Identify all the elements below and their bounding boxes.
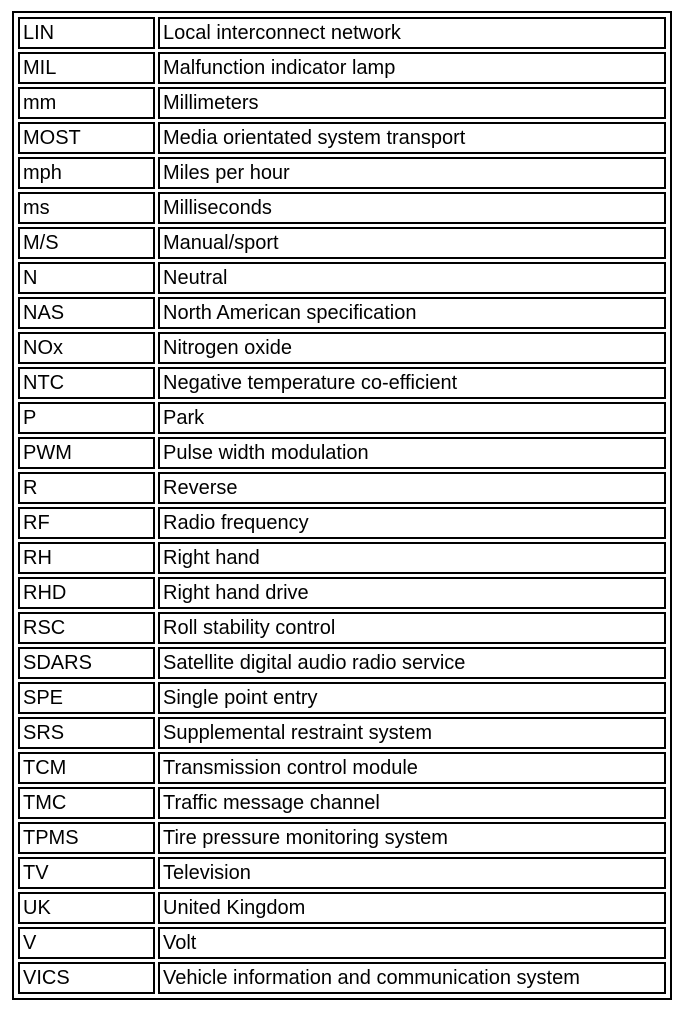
definition-cell: Right hand xyxy=(158,542,666,574)
abbreviation-cell: TMC xyxy=(18,787,155,819)
abbreviation-cell: RF xyxy=(18,507,155,539)
abbreviations-table-body xyxy=(18,17,666,994)
table-row xyxy=(18,17,666,49)
definition-cell: Milliseconds xyxy=(158,192,666,224)
table-row xyxy=(18,402,666,434)
abbreviation-cell: RH xyxy=(18,542,155,574)
table-row xyxy=(18,227,666,259)
table-row xyxy=(18,682,666,714)
definition-cell: Transmission control module xyxy=(158,752,666,784)
table-row xyxy=(18,332,666,364)
table-row xyxy=(18,717,666,749)
definition-cell: Traffic message channel xyxy=(158,787,666,819)
abbreviation-cell: TV xyxy=(18,857,155,889)
abbreviation-cell: NAS xyxy=(18,297,155,329)
abbreviation-cell: TPMS xyxy=(18,822,155,854)
abbreviation-cell: P xyxy=(18,402,155,434)
definition-cell: Miles per hour xyxy=(158,157,666,189)
table-row xyxy=(18,612,666,644)
definition-cell: Malfunction indicator lamp xyxy=(158,52,666,84)
table-row xyxy=(18,647,666,679)
table-row xyxy=(18,752,666,784)
abbreviation-cell: MIL xyxy=(18,52,155,84)
definition-cell: Roll stability control xyxy=(158,612,666,644)
abbreviation-cell: SRS xyxy=(18,717,155,749)
definition-cell: North American specification xyxy=(158,297,666,329)
abbreviation-cell: SDARS xyxy=(18,647,155,679)
definition-cell: Media orientated system transport xyxy=(158,122,666,154)
table-row xyxy=(18,892,666,924)
definition-cell: Right hand drive xyxy=(158,577,666,609)
abbreviations-table xyxy=(15,14,669,997)
table-row xyxy=(18,857,666,889)
definition-cell: Television xyxy=(158,857,666,889)
table-row xyxy=(18,542,666,574)
abbreviation-cell: PWM xyxy=(18,437,155,469)
definition-cell: Tire pressure monitoring system xyxy=(158,822,666,854)
abbreviation-cell: N xyxy=(18,262,155,294)
definition-cell: Millimeters xyxy=(158,87,666,119)
abbreviation-cell: VICS xyxy=(18,962,155,994)
definition-cell: Satellite digital audio radio service xyxy=(158,647,666,679)
table-row xyxy=(18,87,666,119)
table-row xyxy=(18,577,666,609)
abbreviation-cell: SPE xyxy=(18,682,155,714)
table-row xyxy=(18,297,666,329)
definition-cell: Reverse xyxy=(158,472,666,504)
table-row xyxy=(18,822,666,854)
table-row xyxy=(18,787,666,819)
definition-cell: Volt xyxy=(158,927,666,959)
abbreviation-cell: TCM xyxy=(18,752,155,784)
definition-cell: Local interconnect network xyxy=(158,17,666,49)
table-row xyxy=(18,122,666,154)
definition-cell: Park xyxy=(158,402,666,434)
definition-cell: Nitrogen oxide xyxy=(158,332,666,364)
abbreviation-cell: RSC xyxy=(18,612,155,644)
abbreviation-cell: MOST xyxy=(18,122,155,154)
abbreviation-cell: ms xyxy=(18,192,155,224)
abbreviation-cell: RHD xyxy=(18,577,155,609)
definition-cell: Manual/sport xyxy=(158,227,666,259)
table-row xyxy=(18,367,666,399)
table-row xyxy=(18,437,666,469)
table-row xyxy=(18,962,666,994)
definition-cell: Vehicle information and communication system xyxy=(158,962,666,994)
definition-cell: Radio frequency xyxy=(158,507,666,539)
abbreviation-cell: NOx xyxy=(18,332,155,364)
abbreviation-cell: V xyxy=(18,927,155,959)
definition-cell: Pulse width modulation xyxy=(158,437,666,469)
definition-cell: Single point entry xyxy=(158,682,666,714)
table-row xyxy=(18,157,666,189)
table-row xyxy=(18,927,666,959)
abbreviation-cell: M/S xyxy=(18,227,155,259)
abbreviation-cell: UK xyxy=(18,892,155,924)
abbreviation-cell: mph xyxy=(18,157,155,189)
table-row xyxy=(18,52,666,84)
table-row xyxy=(18,192,666,224)
definition-cell: United Kingdom xyxy=(158,892,666,924)
definition-cell: Negative temperature co-efficient xyxy=(158,367,666,399)
abbreviation-cell: mm xyxy=(18,87,155,119)
table-row xyxy=(18,262,666,294)
definition-cell: Supplemental restraint system xyxy=(158,717,666,749)
table-row xyxy=(18,507,666,539)
table-row xyxy=(18,472,666,504)
abbreviation-cell: R xyxy=(18,472,155,504)
abbreviation-cell: LIN xyxy=(18,17,155,49)
abbreviations-table-frame xyxy=(12,11,672,1000)
abbreviation-cell: NTC xyxy=(18,367,155,399)
definition-cell: Neutral xyxy=(158,262,666,294)
